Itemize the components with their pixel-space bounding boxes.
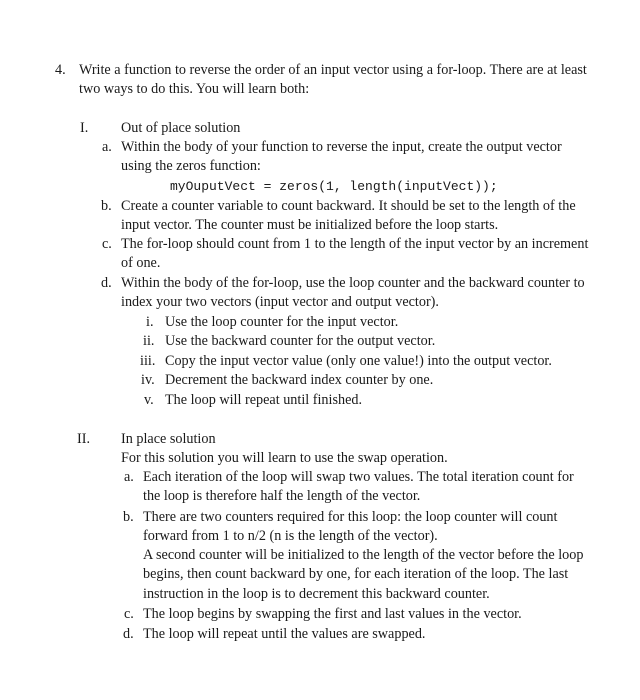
subitem-text: Decrement the backward index counter by one.	[165, 372, 434, 388]
code-snippet: myOuputVect = zeros(1, length(inputVect));	[170, 179, 498, 194]
subitem-text: Use the loop counter for the input vector.	[165, 314, 399, 330]
question-text-line2: two ways to do this. You will learn both:	[79, 81, 310, 97]
part2-item-b-line1: There are two counters required for this loop: the loop counter will count	[143, 509, 558, 525]
question-text-line1: Write a function to reverse the order of an input vector using a for-loop. There are at least	[79, 62, 587, 78]
part2-numeral: II.	[77, 431, 90, 447]
part2-intro: For this solution you will learn to use the swap operation.	[121, 450, 448, 466]
part1-item-c-line2: of one.	[121, 255, 161, 271]
part2-item-d-letter: d.	[123, 626, 134, 642]
subitem-text: Use the backward counter for the output vector.	[165, 333, 436, 349]
part2-item-b-line4: begins, then count backward by one, for each iteration of the loop. The last	[143, 566, 569, 582]
part1-item-d-line2: index your two vectors (input vector and output vector).	[121, 294, 439, 310]
part1-item-a-line2: using the zeros function:	[121, 158, 261, 174]
part2-item-a-line2: the loop is therefore half the length of the vector.	[143, 488, 421, 504]
part2-item-b-line2: forward from 1 to n/2 (n is the length of the vector).	[143, 528, 438, 544]
part2-title: In place solution	[121, 431, 216, 447]
part1-numeral: I.	[80, 120, 89, 136]
part1-item-d-letter: d.	[101, 275, 112, 291]
part1-item-b-letter: b.	[101, 198, 112, 214]
part1-item-c-letter: c.	[102, 236, 112, 252]
part2-item-a-line1: Each iteration of the loop will swap two values. The total iteration count for	[143, 469, 574, 485]
subitem-numeral: v.	[144, 392, 154, 408]
part1-item-b-line1: Create a counter variable to count backward. It should be set to the length of the	[121, 198, 576, 214]
part1-item-a-line1: Within the body of your function to reverse the input, create the output vector	[121, 139, 562, 155]
part1-item-d-line1: Within the body of the for-loop, use the loop counter and the backward counter to	[121, 275, 585, 291]
part2-item-c-letter: c.	[124, 606, 134, 622]
part1-title: Out of place solution	[121, 120, 241, 136]
part2-item-b-letter: b.	[123, 509, 134, 525]
part1-item-a-letter: a.	[102, 139, 112, 155]
subitem-numeral: ii.	[143, 333, 155, 349]
part2-item-d-line1: The loop will repeat until the values are swapped.	[143, 626, 426, 642]
subitem-numeral: iv.	[141, 372, 155, 388]
subitem-text: Copy the input vector value (only one value!) into the output vector.	[165, 353, 552, 369]
part2-item-a-letter: a.	[124, 469, 134, 485]
subitem-numeral: i.	[146, 314, 154, 330]
part2-item-b-line5: instruction in the loop is to decrement this backward counter.	[143, 586, 490, 602]
subitem-numeral: iii.	[140, 353, 156, 369]
part1-item-b-line2: input vector. The counter must be initialized before the loop starts.	[121, 217, 499, 233]
question-number: 4.	[55, 62, 66, 78]
part2-item-b-line3: A second counter will be initialized to the length of the vector before the loop	[143, 547, 584, 563]
part2-item-c-line1: The loop begins by swapping the first and last values in the vector.	[143, 606, 522, 622]
subitem-text: The loop will repeat until finished.	[165, 392, 363, 408]
part1-item-c-line1: The for-loop should count from 1 to the length of the input vector by an increment	[121, 236, 589, 252]
